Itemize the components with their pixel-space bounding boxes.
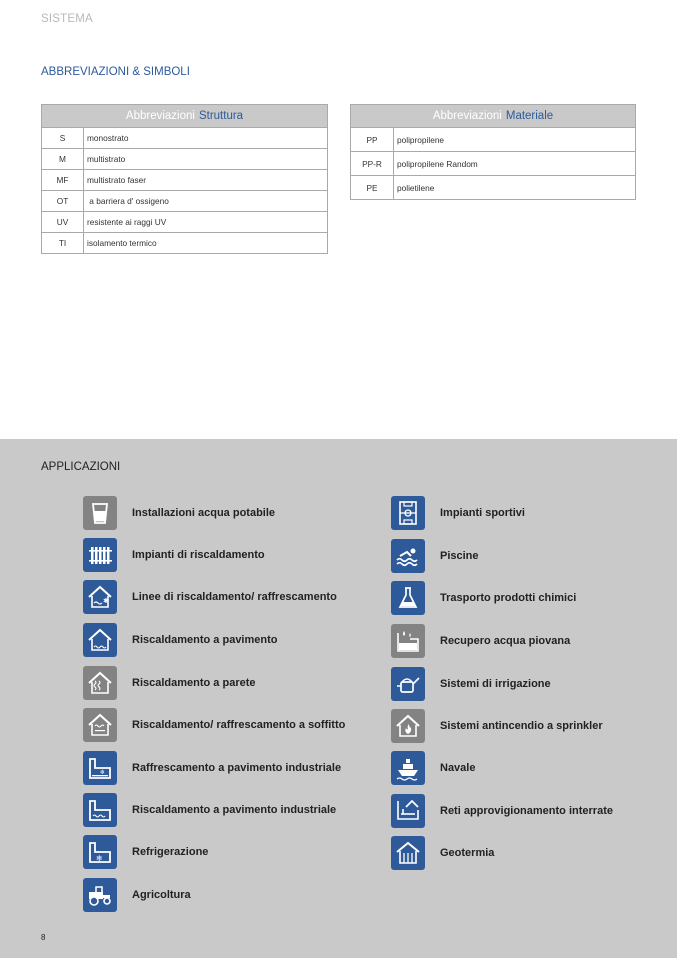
app-label: Riscaldamento a parete: [132, 677, 256, 689]
house-heat-cool-icon: [83, 580, 117, 614]
abbr-code: PP: [351, 128, 394, 152]
app-item-fire-sprinkler: [391, 709, 603, 743]
material-header-prefix: Abbreviazioni: [432, 110, 502, 122]
structure-table-header: [42, 105, 328, 128]
app-label: Sistemi di irrigazione: [440, 678, 551, 690]
abbr-code: OT: [42, 191, 84, 212]
table-row: [42, 212, 328, 233]
abbreviations-material-table: [350, 104, 636, 200]
app-item-heating-systems: [83, 538, 265, 572]
radiator-icon: [83, 538, 117, 572]
app-item-heating-cooling-lines: [83, 580, 337, 614]
app-item-pools: [391, 539, 479, 573]
factory-snowflake-icon: [83, 835, 117, 869]
abbr-code: S: [42, 128, 84, 149]
app-item-geothermal: [391, 836, 494, 870]
material-table-header: [351, 105, 636, 128]
app-item-industrial-floor-heating: [83, 793, 336, 827]
table-row: [42, 128, 328, 149]
tractor-icon: [83, 878, 117, 912]
page-number: 8: [41, 933, 46, 942]
table-row: [42, 170, 328, 191]
rain-tank-icon: [391, 624, 425, 658]
abbr-desc: multistrato faser: [84, 170, 328, 191]
abbr-code: TI: [42, 233, 84, 254]
abbr-desc: a barriera d' ossigeno: [84, 191, 328, 212]
abbr-code: PP-R: [351, 152, 394, 176]
house-fire-icon: [391, 709, 425, 743]
abbr-desc: multistrato: [84, 149, 328, 170]
app-item-wall-heating: [83, 666, 256, 700]
app-label: Navale: [440, 762, 476, 774]
ship-icon: [391, 751, 425, 785]
app-label: Refrigerazione: [132, 846, 209, 858]
flask-icon: [391, 581, 425, 615]
structure-header-accent: Struttura: [198, 110, 244, 122]
app-label: Reti approvigionamento interrate: [440, 805, 613, 817]
abbreviations-structure-table: [41, 104, 328, 254]
house-geothermal-icon: [391, 836, 425, 870]
table-row: [351, 176, 636, 200]
app-label: Installazioni acqua potabile: [132, 507, 276, 519]
app-label: Linee di riscaldamento/ raffrescamento: [132, 591, 337, 603]
abbr-desc: resistente ai raggi UV: [84, 212, 328, 233]
abbr-code: MF: [42, 170, 84, 191]
house-ceiling-icon: [83, 708, 117, 742]
app-item-agriculture: [83, 878, 191, 912]
app-label: Recupero acqua piovana: [440, 635, 571, 647]
app-label: Sistemi antincendio a sprinkler: [440, 720, 603, 732]
table-row: [42, 191, 328, 212]
svg-text:✱: ✱: [103, 597, 109, 605]
table-row: [42, 149, 328, 170]
abbr-desc: polipropilene Random: [394, 152, 636, 176]
table-row: [351, 128, 636, 152]
abbr-desc: isolamento termico: [84, 233, 328, 254]
factory-cooling-icon: [83, 751, 117, 785]
app-label: Riscaldamento a pavimento industriale: [132, 804, 337, 816]
app-label: Riscaldamento a pavimento: [132, 634, 278, 646]
section-title: ABBREVIAZIONI & SIMBOLI: [41, 66, 190, 78]
applications-panel: [0, 439, 677, 958]
app-label: Raffrescamento a pavimento industriale: [132, 762, 342, 774]
app-item-irrigation: [391, 667, 551, 701]
abbr-desc: monostrato: [84, 128, 328, 149]
svg-text:❄: ❄: [96, 854, 103, 863]
abbr-code: PE: [351, 176, 394, 200]
abbr-code: UV: [42, 212, 84, 233]
swimmer-icon: [391, 539, 425, 573]
app-label: Impianti sportivi: [440, 507, 525, 519]
structure-header-prefix: Abbreviazioni: [125, 110, 195, 122]
app-label: Agricoltura: [132, 889, 191, 901]
app-item-naval: [391, 751, 475, 785]
table-row: [351, 152, 636, 176]
app-item-sports-facilities: [391, 496, 525, 530]
table-row: [42, 233, 328, 254]
app-item-floor-heating: [83, 623, 278, 657]
app-item-chemical-transport: [391, 581, 576, 615]
sports-field-icon: [391, 496, 425, 530]
app-item-ceiling-heating-cooling: [83, 708, 345, 742]
house-wall-heating-icon: [83, 666, 117, 700]
glass-icon: [83, 496, 117, 530]
material-header-accent: Materiale: [505, 110, 554, 122]
abbr-desc: polipropilene: [394, 128, 636, 152]
app-label: Trasporto prodotti chimici: [440, 592, 577, 604]
app-label: Impianti di riscaldamento: [132, 549, 265, 561]
app-label: Geotermia: [440, 847, 495, 859]
app-item-industrial-floor-cooling: [83, 751, 341, 785]
house-floor-heating-icon: [83, 623, 117, 657]
watering-can-icon: [391, 667, 425, 701]
app-item-drinking-water: [83, 496, 275, 530]
applications-title: APPLICAZIONI: [41, 461, 121, 473]
app-item-rainwater-recovery: [391, 624, 570, 658]
app-item-underground-networks: [391, 794, 613, 828]
abbr-desc: polietilene: [394, 176, 636, 200]
app-label: Riscaldamento/ raffrescamento a soffitto: [132, 719, 346, 731]
abbr-code: M: [42, 149, 84, 170]
header-tag: SISTEMA: [41, 13, 93, 25]
app-item-refrigeration: [83, 835, 208, 869]
app-label: Piscine: [440, 550, 479, 562]
factory-heating-icon: [83, 793, 117, 827]
svg-text:❄: ❄: [100, 769, 106, 776]
underground-network-icon: [391, 794, 425, 828]
